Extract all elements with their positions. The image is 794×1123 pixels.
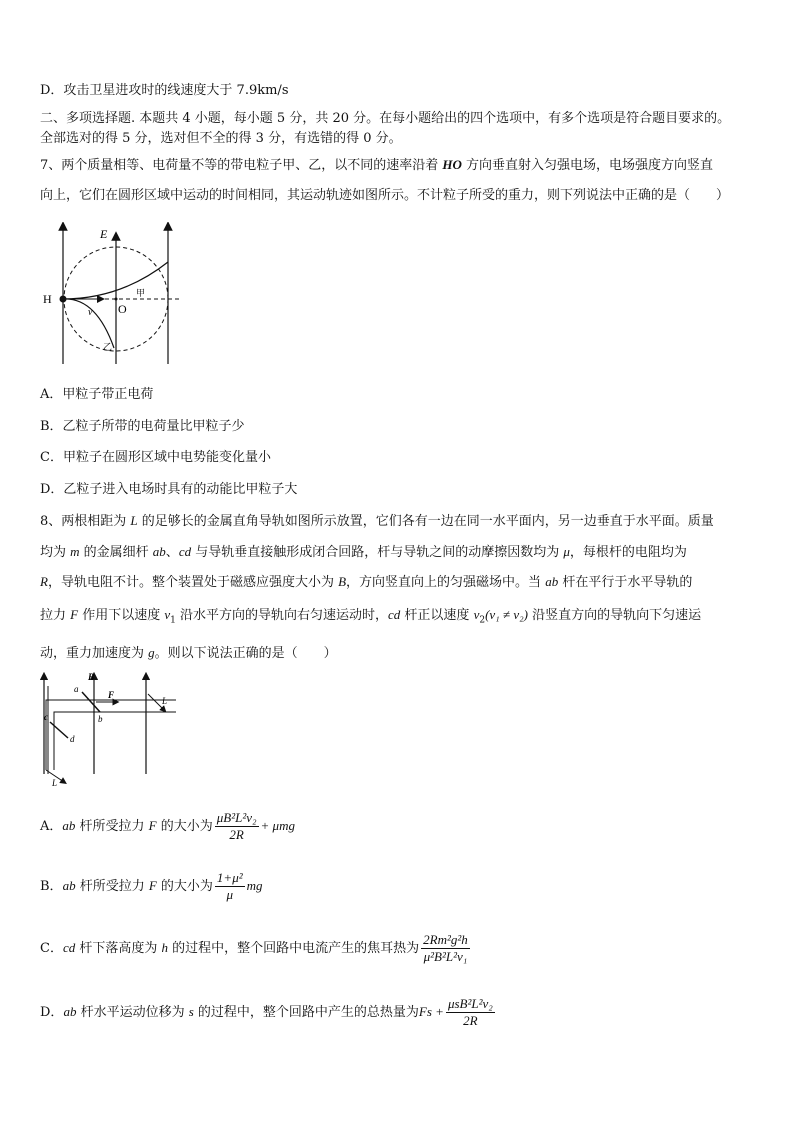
label-a: a: [74, 684, 79, 694]
q8-option-b: [40, 868, 263, 905]
q8-b-F: F: [148, 878, 157, 893]
rod-cd: [50, 722, 68, 738]
q7-stem-line1: [40, 156, 713, 175]
q8-a-den: 2R: [229, 827, 244, 842]
label-h: H: [43, 292, 52, 306]
q8-l2-m: m: [70, 544, 80, 559]
q8-a-tail: + μmg: [260, 818, 295, 833]
section2-line2: 全部选对的得 5 分，选对但不全的得 3 分，有选错的得 0 分。: [40, 131, 402, 146]
label-l-bottom: L: [52, 778, 58, 788]
point-h-dot: [60, 296, 67, 303]
q8-c-text2: 的过程中，整个回路中电流产生的焦耳热为: [168, 941, 420, 956]
q8-d-prefix: D．: [40, 1005, 64, 1020]
q8-l2-b: 的金属细杆: [79, 545, 153, 560]
q8-l4-b: 作用下以速度: [78, 608, 165, 623]
section2-line1: 二、多项选择题. 本题共 4 小题，每小题 5 分，共 20 分。在每小题给出的四个选项中，有多个选项是符合题目要求的。: [40, 111, 731, 126]
q7-option-b: B．乙粒子所带的电荷量比甲粒子少: [40, 419, 245, 434]
label-bfield: B: [88, 672, 95, 682]
label-b: b: [98, 714, 103, 724]
q8-l1-a: 8、两根相距为: [40, 514, 131, 529]
q8-l5-a: 动，重力加速度为: [40, 646, 149, 661]
q8-l4-paren: (v₁ ≠ v₂): [485, 607, 528, 622]
q8-l3-a: ，导轨电阻不计。整个装置处于磁感应强度大小为: [47, 575, 339, 590]
q8-b-den: μ: [226, 887, 234, 902]
q8-c-num: 2Rm²g²h: [423, 932, 468, 947]
q8-l3-R: R: [40, 574, 48, 589]
q8-figure: [36, 670, 186, 790]
q8-c-prefix: C．: [40, 941, 63, 956]
q8-l2-ab: ab: [152, 544, 166, 559]
q8-b-prefix: B．: [40, 879, 63, 894]
q8-l4-v1: v: [164, 607, 171, 622]
q7-stem-text-a: 7、两个质量相等、电荷量不等的带电粒子甲、乙，以不同的速率沿着: [40, 158, 443, 173]
q8-c-h: h: [161, 940, 168, 955]
q8-l4-v2: v: [473, 607, 480, 622]
q8-l4-sub2: 2: [479, 615, 486, 626]
q8-a-text2: 的大小为: [156, 819, 213, 834]
q8-stem-line3: [40, 573, 692, 592]
q8-l3-B: B: [338, 574, 347, 589]
label-f: F: [108, 690, 115, 700]
q8-a-text: 杆所受拉力: [75, 819, 149, 834]
q8-b-tail: mg: [246, 878, 263, 893]
q8-l2-e: ，每根杆的电阻均为: [569, 545, 687, 560]
q8-d-text: 杆水平运动位移为: [76, 1005, 189, 1020]
q8-d-fraction: [446, 996, 495, 1029]
q8-l1-b: 的足够长的金属直角导轨如图所示放置，它们各有一边在同一水平面内，另一边垂直于水平面。质量: [137, 514, 714, 529]
q7-figure: [36, 222, 186, 367]
q7-option-a: A．甲粒子带正电荷: [40, 387, 154, 402]
label-v: v: [88, 307, 93, 318]
q8-l2-d: 与导轨垂直接触形成闭合回路，杆与导轨之间的动摩擦因数均为: [191, 545, 564, 560]
q8-l4-cd: cd: [388, 607, 401, 622]
q8-l4-sub1: 1: [170, 615, 176, 626]
q8-option-c: [40, 930, 472, 967]
q8-b-num: 1+μ²: [216, 870, 243, 885]
q8-l5-g: g: [148, 645, 155, 660]
q8-d-num: μsB²L²v₂: [447, 996, 493, 1011]
q8-stem-line4: [40, 606, 701, 630]
q8-l2-cd: cd: [178, 544, 192, 559]
label-o: O: [118, 302, 127, 316]
q7-option-d: D．乙粒子进入电场时具有的动能比甲粒子大: [40, 482, 298, 497]
q8-l3-b: ，方向竖直向上的匀强磁场中。当: [346, 575, 546, 590]
q7-option-c: C．甲粒子在圆形区域中电势能变化量小: [40, 450, 271, 465]
q7-stem-ho: HO: [442, 157, 462, 172]
q8-d-s: s: [188, 1004, 194, 1019]
q8-option-d: [40, 994, 497, 1031]
q8-d-text2: 的过程中，整个回路中产生的总热量为: [193, 1005, 419, 1020]
q8-l3-ab: ab: [545, 574, 559, 589]
q8-l3-c: 杆在平行于水平导轨的: [558, 575, 693, 590]
q8-l2-mu: μ: [563, 544, 570, 559]
q8-c-den: μ²B²L²v₁: [423, 949, 468, 964]
q8-stem-line2: [40, 543, 687, 562]
q8-d-den: 2R: [463, 1013, 478, 1028]
label-c: c: [44, 712, 48, 722]
q8-l2-a: 均为: [40, 545, 71, 560]
q8-l5-b: 。则以下说法正确的是（ ）: [154, 646, 337, 661]
q8-c-fraction: [421, 932, 470, 965]
q8-b-text2: 的大小为: [156, 879, 213, 894]
q8-l2-c: 、: [165, 545, 179, 560]
q8-b-text: 杆所受拉力: [75, 879, 149, 894]
q8-b-fraction: [215, 870, 245, 903]
q6-option-d: D．攻击卫星进攻时的线速度大于 7.9km/s: [40, 83, 289, 98]
label-l-top: L: [162, 696, 168, 706]
q8-a-num: μB²L²v₂: [216, 810, 257, 825]
label-e: E: [100, 227, 108, 241]
q8-l1-L: L: [130, 513, 138, 528]
q8-l4-c: 沿水平方向的导轨向右匀速运动时，: [175, 608, 389, 623]
q8-l4-e: 沿竖直方向的导轨向下匀速运: [527, 608, 702, 623]
q8-l4-d: 杆正以速度: [400, 608, 474, 623]
q8-a-prefix: A．: [40, 819, 63, 834]
center-o-dot: [115, 298, 118, 301]
label-yi: 乙: [103, 342, 113, 352]
q7-stem-text-b: 方向垂直射入匀强电场，电场强度方向竖直: [461, 158, 714, 173]
q8-d-lead: Fs +: [418, 1004, 444, 1019]
q8-l4-a: 拉力: [40, 608, 71, 623]
q8-option-a: [40, 808, 295, 845]
q8-l4-F: F: [70, 607, 79, 622]
q8-d-ab: ab: [63, 1004, 77, 1019]
q8-a-ab: ab: [62, 818, 76, 833]
q8-stem-line5: [40, 644, 337, 663]
q8-stem-line1: [40, 512, 714, 531]
label-d: d: [70, 734, 75, 744]
q8-b-ab: ab: [62, 878, 76, 893]
q8-a-F: F: [148, 818, 157, 833]
q8-c-text: 杆下落高度为: [75, 941, 162, 956]
q7-stem-line2: 向上，它们在圆形区域中运动的时间相同，其运动轨迹如图所示。不计粒子所受的重力，则下列说法中正确的是（ ）: [40, 188, 730, 203]
q8-c-cd: cd: [62, 940, 76, 955]
q8-a-fraction: [215, 810, 259, 843]
label-jia: 甲: [136, 288, 146, 298]
